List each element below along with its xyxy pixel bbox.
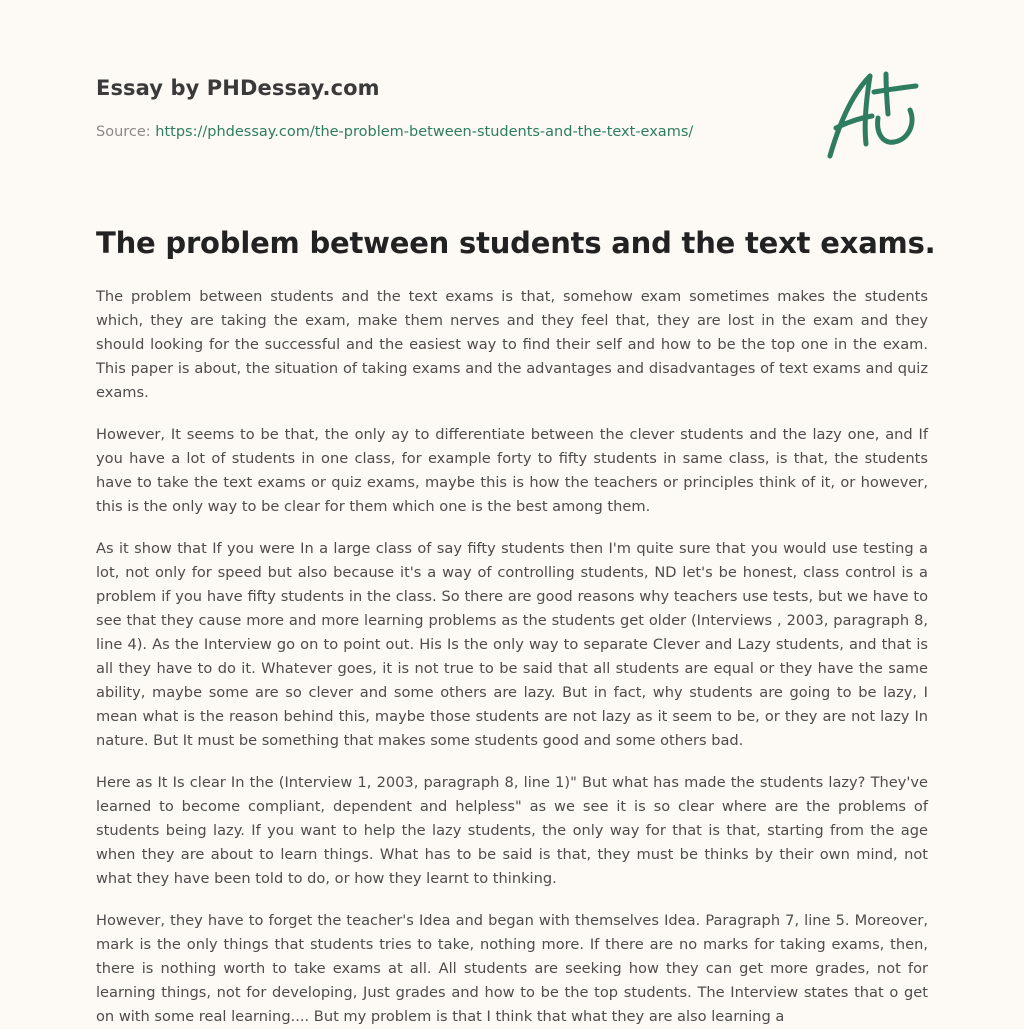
source-label: Source: [96, 124, 156, 140]
site-brand: Essay by PHDessay.com [96, 76, 380, 100]
essay-header [96, 76, 816, 140]
essay-title: The problem between students and the text exams. [96, 226, 936, 260]
essay-body [96, 285, 928, 1025]
paragraph: The problem between students and the text exams is that, somehow exam sometimes makes the students which, they are taking the exam, make them nerves and they feel that, they are lost in the exam and they should looking for the successful and the easiest way to find their self and how to be the top one in the exam. This paper is about, the situation of taking exams and the advantages and disadvantages of text exams and quiz exams. [96, 288, 928, 401]
paragraph: However, It seems to be that, the only ay to differentiate between the clever students and the lazy one, and If you have a lot of students in one class, for example forty to fifty students in same class, is that, the students have to take the text exams or quiz exams, maybe this is how the teachers or principles think of it, or however, this is the only way to be clear for them which one is the best among them. [96, 426, 928, 515]
source-link[interactable]: https://phdessay.com/the-problem-between-students-and-the-text-exams/ [155, 124, 694, 140]
a-plus-grade-icon [820, 66, 930, 166]
paragraph: However, they have to forget the teacher's Idea and began with themselves Idea. Paragraph 7, line 5. Moreover, mark is the only things that students tries to take, nothing more. If there are no marks for taking exams, then, there is nothing worth to take exams at all. All students are seeking how they can get more grades, not for learning things, not for developing, Just grades and how to be the top students. The Interview states that o get on with some real learning.... But my problem is that I think that what they are also learning a [96, 912, 928, 1025]
paragraph: As it show that If you were In a large class of say fifty students then I'm quite sure that you would use testing a lot, not only for speed but also because it's a way of controlling students, ND let's be honest, class control is a problem if you have fifty students in the class. So there are good reasons why teachers use tests, but we have to see that they cause more and more learning problems as the students get older (Interviews , 2003, paragraph 8, line 4). As the Interview go on to point out. His Is the only way to separate Clever and Lazy students, and that is all they have to do it. Whatever goes, it is not true to be said that all students are equal or they have the same ability, maybe some are so clever and some others are lazy. But in fact, why students are going to be lazy, I mean what is the reason behind this, maybe those students are not lazy as it seem to be, or they are not lazy In nature. But It must be something that makes some students good and some others bad. [96, 540, 928, 749]
source-line [96, 124, 693, 140]
paragraph: Here as It Is clear In the (Interview 1, 2003, paragraph 8, line 1)" But what has made the students lazy? They've learned to become compliant, dependent and helpless" as we see it is so clear where are the problems of students being lazy. If you want to help the lazy students, the only way for that is that, starting from the age when they are about to learn things. What has to be said is that, they must be thinks by their own mind, not what they have been told to do, or how they learnt to thinking. [96, 774, 928, 887]
